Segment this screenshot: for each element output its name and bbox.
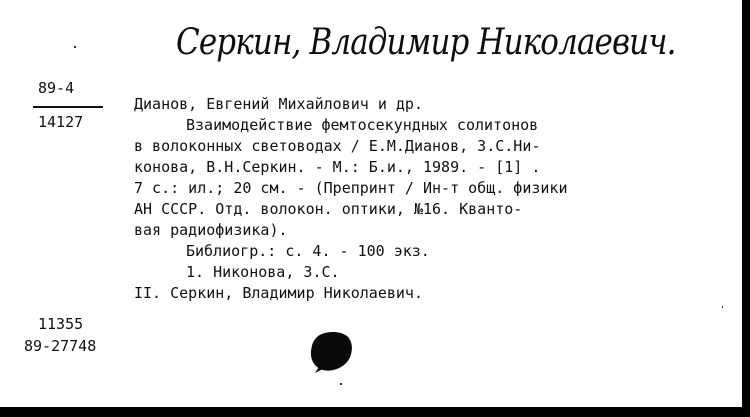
accession-number-2: 89-27748 — [24, 337, 97, 355]
title-line: Взаимодействие фемтосекундных солитонов — [186, 116, 539, 134]
handwritten-heading: Серкин, Владимир Николаевич. — [176, 22, 676, 63]
author-line: Дианов, Евгений Михайлович и др. — [134, 95, 423, 113]
bibliographic-description — [134, 94, 567, 304]
description-line: конова, В.Н.Серкин. - М.: Б.и., 1989. - [1] . — [134, 158, 541, 176]
ink-stamp-icon — [309, 331, 355, 373]
description-line: вая радиофизика). — [134, 221, 288, 239]
accession-number-1: 11355 — [38, 315, 84, 333]
description-line: АН СССР. Отд. волокон. оптики, №16. Кванто- — [134, 200, 523, 218]
call-number-divider — [33, 106, 103, 108]
paper-speck — [340, 383, 342, 385]
call-number-bottom: 14127 — [38, 113, 84, 131]
call-number-top: 89-4 — [38, 79, 75, 97]
added-entry-2: II. Серкин, Владимир Николаевич. — [134, 284, 423, 302]
bibliography-note: Библиогр.: с. 4. - 100 экз. — [186, 242, 430, 260]
paper-speck — [722, 306, 723, 308]
paper-speck — [74, 46, 76, 48]
description-line: 7 с.: ил.; 20 см. - (Препринт / Ин-т общ. физики — [134, 179, 568, 197]
description-line: в волоконных световодах / Е.М.Дианов, З.С.Ни- — [134, 137, 541, 155]
added-entry-1: 1. Никонова, З.С. — [186, 263, 340, 281]
